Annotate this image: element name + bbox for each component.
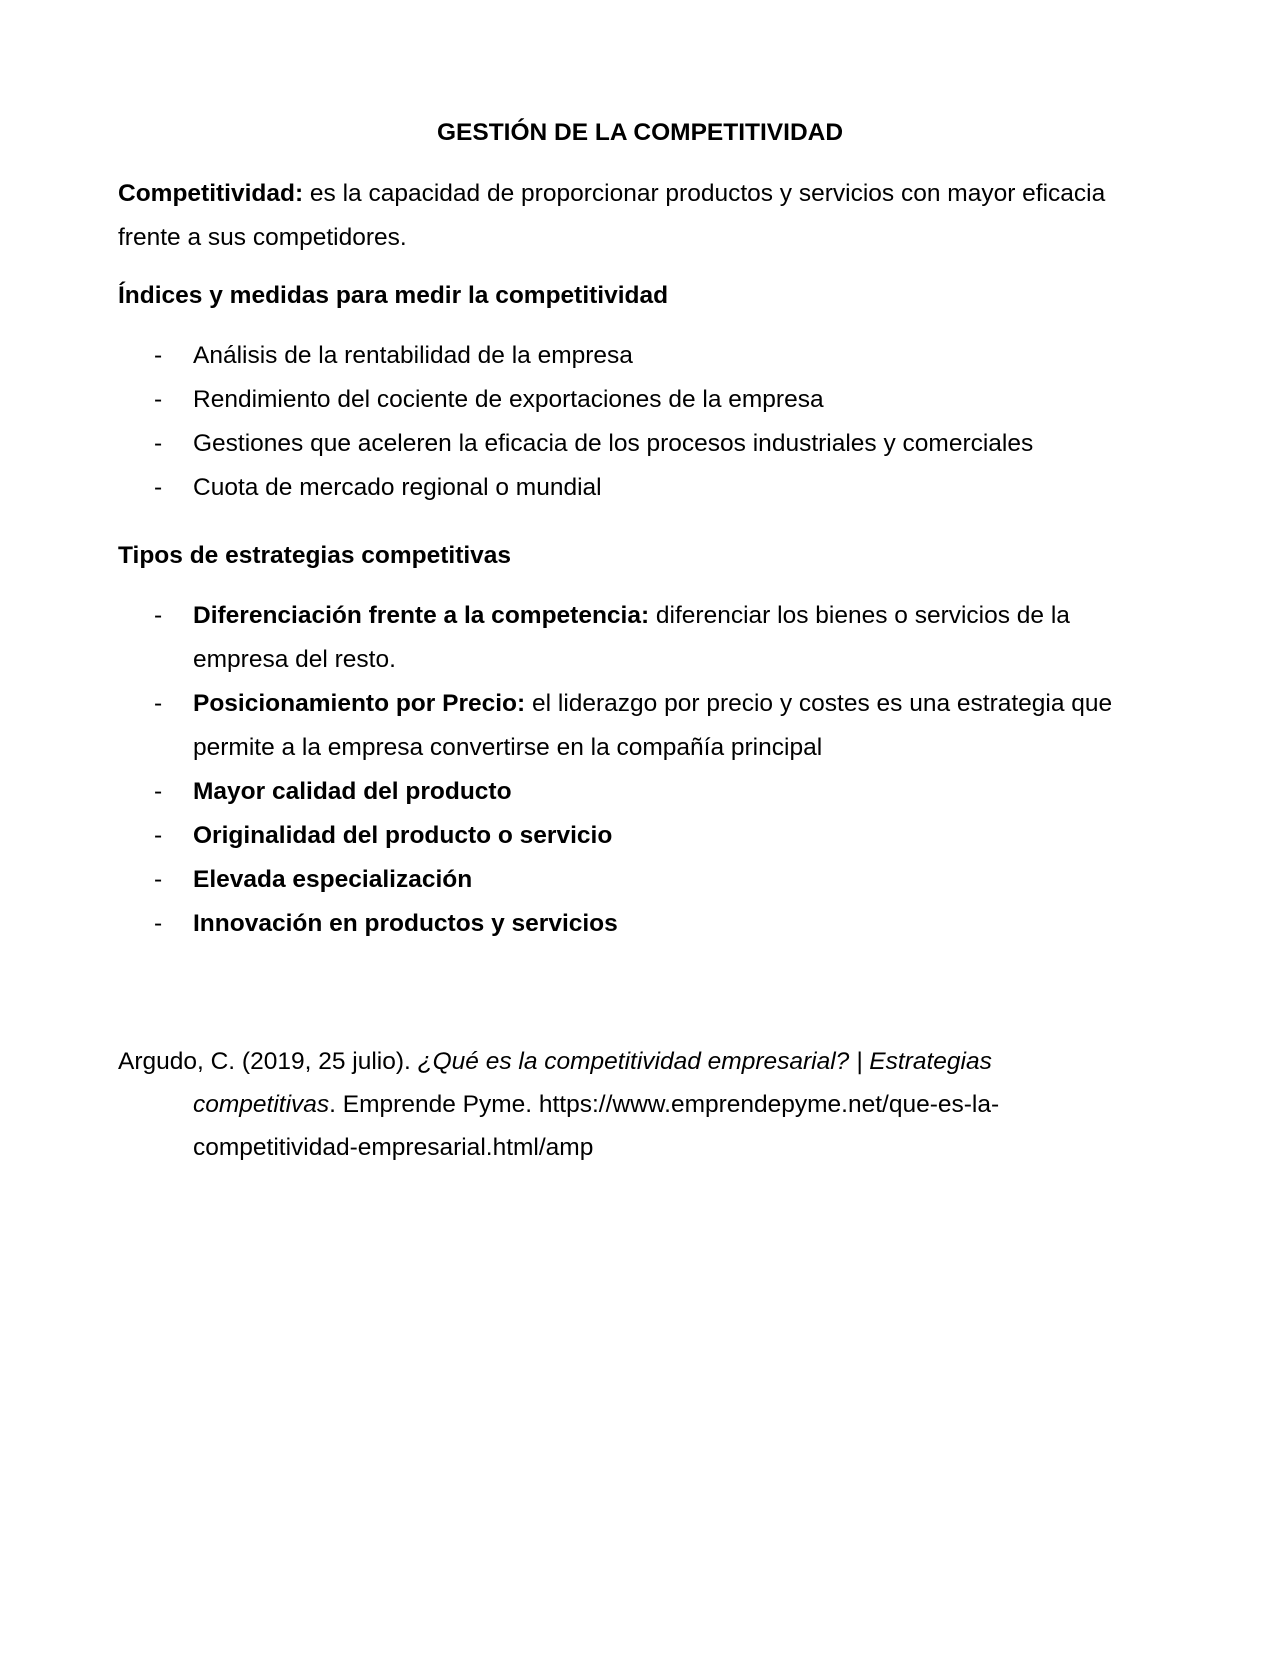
strategy-name: Originalidad del producto o servicio [193, 822, 613, 849]
strategy-description: el liderazgo por precio y costes es una estrategia que permite a la empresa convertirse en la compañía principal [193, 690, 1113, 761]
dash-bullet: - [154, 430, 163, 457]
list-item [118, 378, 1168, 422]
reference-citation [118, 1040, 1093, 1169]
dash-bullet: - [154, 778, 163, 805]
list-item-text: Rendimiento del cociente de exportaciones de la empresa [193, 386, 824, 413]
list-item [118, 422, 1168, 466]
list-item [118, 594, 1168, 682]
dash-bullet: - [154, 866, 163, 893]
strategies-heading: Tipos de estrategias competitivas [118, 542, 512, 569]
definition-term: Competitividad: [118, 180, 304, 207]
reference-author: Argudo, C. (2019, 25 julio). [118, 1048, 418, 1075]
dash-bullet: - [154, 386, 163, 413]
dash-bullet: - [154, 474, 163, 501]
definition-paragraph [118, 172, 1168, 260]
reference-title: ¿Qué es la competitividad empresarial? | Estrategias competitivas [193, 1048, 992, 1118]
reference-source: . Emprende Pyme. https://www.emprendepyme.net/que-es-la-competitividad-empresarial.html/amp [193, 1091, 1000, 1161]
strategy-name: Innovación en productos y servicios [193, 910, 618, 937]
strategy-name: Elevada especialización [193, 866, 473, 893]
list-item-text: Gestiones que aceleren la eficacia de los procesos industriales y comerciales [193, 430, 1034, 457]
list-item [118, 770, 1168, 814]
list-item [118, 858, 1168, 902]
dash-bullet: - [154, 822, 163, 849]
indices-list [118, 334, 1168, 510]
dash-bullet: - [154, 602, 163, 629]
indices-heading: Índices y medidas para medir la competitividad [118, 282, 669, 309]
list-item [118, 682, 1168, 770]
dash-bullet: - [154, 342, 163, 369]
list-item [118, 466, 1168, 510]
list-item-text: Análisis de la rentabilidad de la empresa [193, 342, 633, 369]
strategies-list [118, 594, 1168, 946]
strategy-name: Mayor calidad del producto [193, 778, 512, 805]
dash-bullet: - [154, 910, 163, 937]
strategy-description: diferenciar los bienes o servicios de la empresa del resto. [193, 602, 1070, 673]
list-item [118, 334, 1168, 378]
strategy-name: Posicionamiento por Precio: [193, 690, 526, 717]
dash-bullet: - [154, 690, 163, 717]
list-item [118, 902, 1168, 946]
list-item-text: Cuota de mercado regional o mundial [193, 474, 602, 501]
strategy-name: Diferenciación frente a la competencia: [193, 602, 650, 629]
document-title: GESTIÓN DE LA COMPETITIVIDAD [436, 119, 844, 146]
definition-text: es la capacidad de proporcionar productos y servicios con mayor eficacia frente a sus competidores. [118, 180, 1106, 251]
list-item [118, 814, 1168, 858]
